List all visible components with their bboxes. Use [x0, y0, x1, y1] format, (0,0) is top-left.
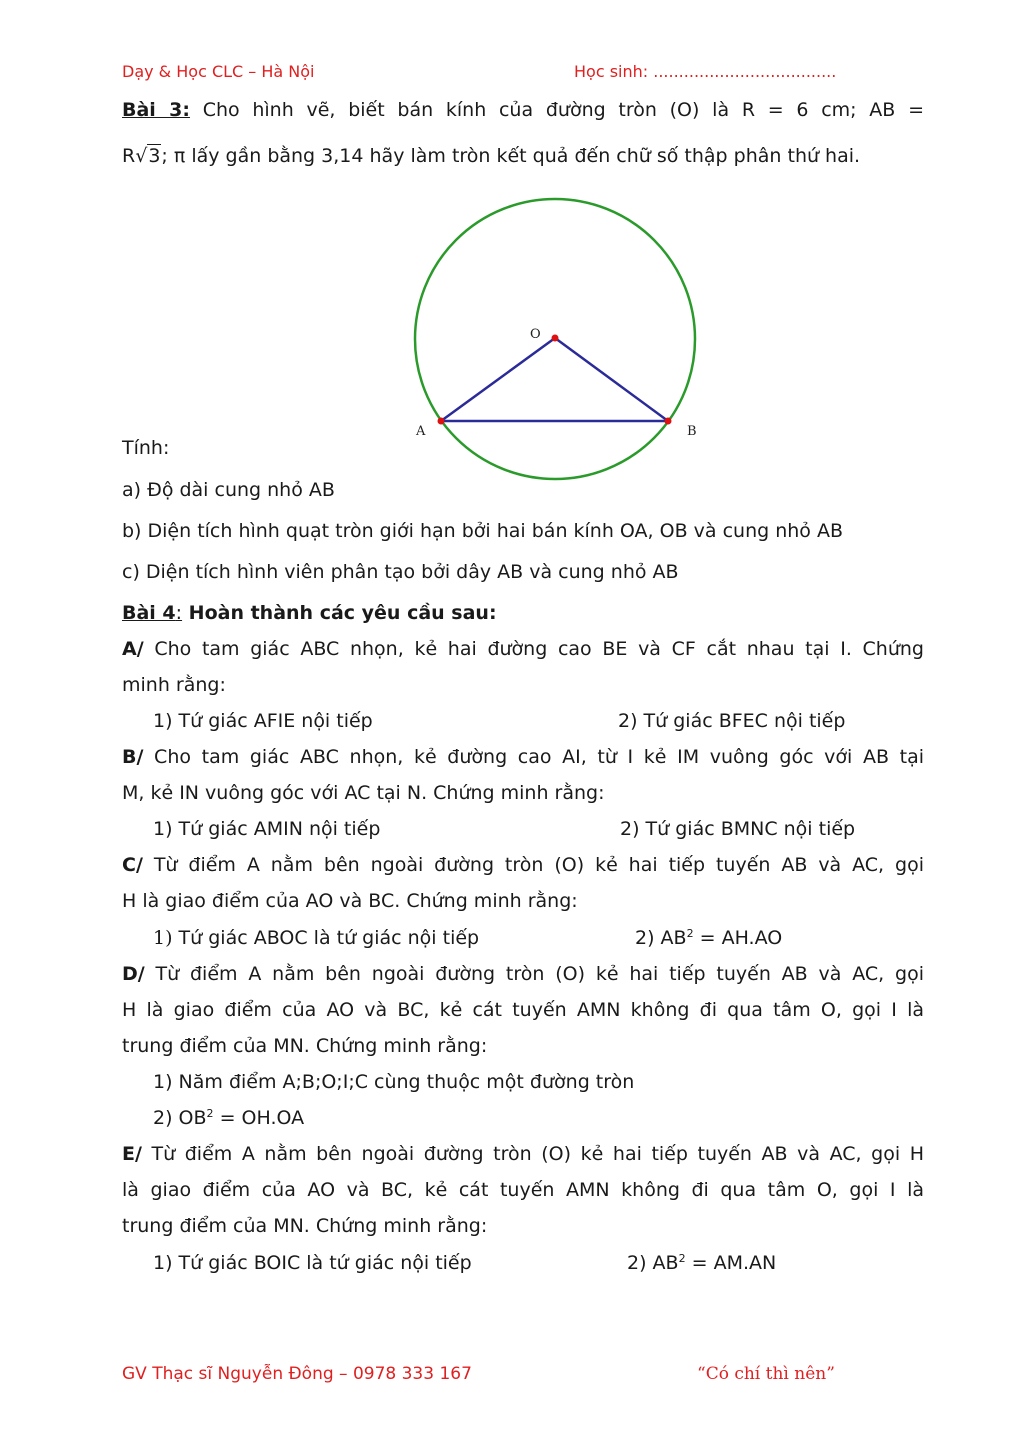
header-student [574, 62, 836, 81]
bai3-line2 [122, 143, 860, 169]
bai4-c-item2-a: 2) AB [635, 927, 687, 949]
bai4-e-line2: là giao điểm của AO và BC, kẻ cát tuyến AMN không đi qua tâm O, gọi I là [122, 1179, 924, 1201]
bai4-colon: : [175, 602, 183, 624]
bai4-e-line3: trung điểm của MN. Chứng minh rằng: [122, 1215, 488, 1237]
radius-oa [441, 338, 555, 421]
bai4-a-item1: 1) Tứ giác AFIE nội tiếp [153, 710, 373, 732]
label-b: B [687, 424, 697, 439]
bai4-b-item2: 2) Tứ giác BMNC nội tiếp [620, 818, 856, 840]
label-o: O [530, 327, 541, 342]
header-student-dots: .................................... [653, 62, 837, 81]
bai4-a-text1: Cho tam giác ABC nhọn, kẻ hai đường cao BE và CF cắt nhau tại I. Chứng [143, 638, 924, 660]
bai4-b-tag: B/ [122, 746, 144, 768]
sqrt-radicand: 3 [148, 145, 161, 167]
bai4-c-item1-num: 1) [153, 927, 173, 949]
bai3-text2: ; π lấy gần bằng 3,14 hãy làm tròn kết quả đến chữ số thập phân thứ hai. [161, 145, 861, 167]
sqrt-3: √3 [135, 145, 161, 167]
circle-figure [400, 190, 710, 490]
header-student-label: Học sinh: [574, 62, 649, 81]
point-o [552, 335, 559, 342]
radius-ob [555, 338, 668, 421]
bai4-c-line1 [122, 852, 924, 878]
bai4-c-tag: C/ [122, 854, 143, 876]
bai4-e-item2 [627, 1250, 776, 1276]
bai4-heading: Hoàn thành các yêu cầu sau: [182, 602, 497, 624]
bai4-label: Bài 4 [122, 602, 176, 624]
bai4-d-item2-a: 2) OB [153, 1107, 207, 1129]
bai4-c-item1-text: Tứ giác ABOC là tứ giác nội tiếp [172, 927, 480, 949]
bai4-e-text1: Từ điểm A nằm bên ngoài đường tròn (O) kẻ hai tiếp tuyến AB và AC, gọi H [141, 1143, 924, 1165]
bai4-c-item2 [635, 925, 782, 951]
bai4-c-item1 [153, 925, 479, 951]
bai3-line1 [122, 97, 924, 123]
bai4-d-line1 [122, 961, 924, 987]
bai4-c-item2-b: = AH.AO [693, 927, 783, 949]
bai4-b-text1: Cho tam giác ABC nhọn, kẻ đường cao AI, từ I kẻ IM vuông góc với AB tại [143, 746, 924, 768]
bai4-title [122, 600, 497, 626]
point-a [438, 418, 445, 425]
label-a: A [416, 424, 426, 439]
bai4-c-text1: Từ điểm A nằm bên ngoài đường tròn (O) kẻ hai tiếp tuyến AB và AC, gọi [142, 854, 924, 876]
bai3-text1: Cho hình vẽ, biết bán kính của đường tròn (O) là R = 6 cm; AB = [202, 99, 924, 121]
bai4-e-item2-sup: 2 [678, 1252, 686, 1265]
bai4-b-line2: M, kẻ IN vuông góc với AC tại N. Chứng minh rằng: [122, 782, 605, 804]
bai4-d-line3: trung điểm của MN. Chứng minh rằng: [122, 1035, 488, 1057]
bai4-c-item2-sup: 2 [686, 927, 694, 940]
bai4-a-item2: 2) Tứ giác BFEC nội tiếp [618, 710, 846, 732]
bai4-e-line1 [122, 1141, 924, 1167]
bai3-question-c: c) Diện tích hình viên phân tạo bởi dây AB và cung nhỏ AB [122, 561, 679, 583]
footer-teacher: GV Thạc sĩ Nguyễn Đông – 0978 333 167 [122, 1364, 472, 1384]
header-school: Dạy & Học CLC – Hà Nội [122, 62, 315, 81]
bai4-e-tag: E/ [122, 1143, 142, 1165]
bai4-d-item2-b: = OH.OA [213, 1107, 305, 1129]
bai4-e-item2-b: = AM.AN [685, 1252, 777, 1274]
bai4-a-tag: A/ [122, 638, 144, 660]
bai3-label: Bài 3: [122, 99, 190, 121]
bai4-d-tag: D/ [122, 963, 145, 985]
footer-motto: “Có chí thì nên” [697, 1364, 835, 1384]
bai4-d-item2 [153, 1105, 304, 1131]
bai4-d-item2-sup: 2 [206, 1107, 214, 1120]
bai4-e-item2-a: 2) AB [627, 1252, 679, 1274]
bai3-question-a: a) Độ dài cung nhỏ AB [122, 479, 335, 501]
bai4-d-line2: H là giao điểm của AO và BC, kẻ cát tuyến AMN không đi qua tâm O, gọi I là [122, 999, 924, 1021]
bai3-r: R [122, 145, 136, 167]
bai4-d-item1: 1) Năm điểm A;B;O;I;C cùng thuộc một đường tròn [153, 1071, 635, 1093]
bai4-a-line1 [122, 636, 924, 662]
bai4-b-line1 [122, 744, 924, 770]
bai4-a-line2: minh rằng: [122, 674, 226, 696]
bai3-question-b: b) Diện tích hình quạt tròn giới hạn bởi hai bán kính OA, OB và cung nhỏ AB [122, 520, 843, 542]
bai4-e-item1: 1) Tứ giác BOIC là tứ giác nội tiếp [153, 1252, 472, 1274]
point-b [665, 418, 672, 425]
bai4-b-item1: 1) Tứ giác AMIN nội tiếp [153, 818, 381, 840]
bai4-c-line2: H là giao điểm của AO và BC. Chứng minh rằng: [122, 890, 578, 912]
bai4-d-text1: Từ điểm A nằm bên ngoài đường tròn (O) kẻ hai tiếp tuyến AB và AC, gọi [144, 963, 924, 985]
tinh-label: Tính: [122, 437, 170, 459]
